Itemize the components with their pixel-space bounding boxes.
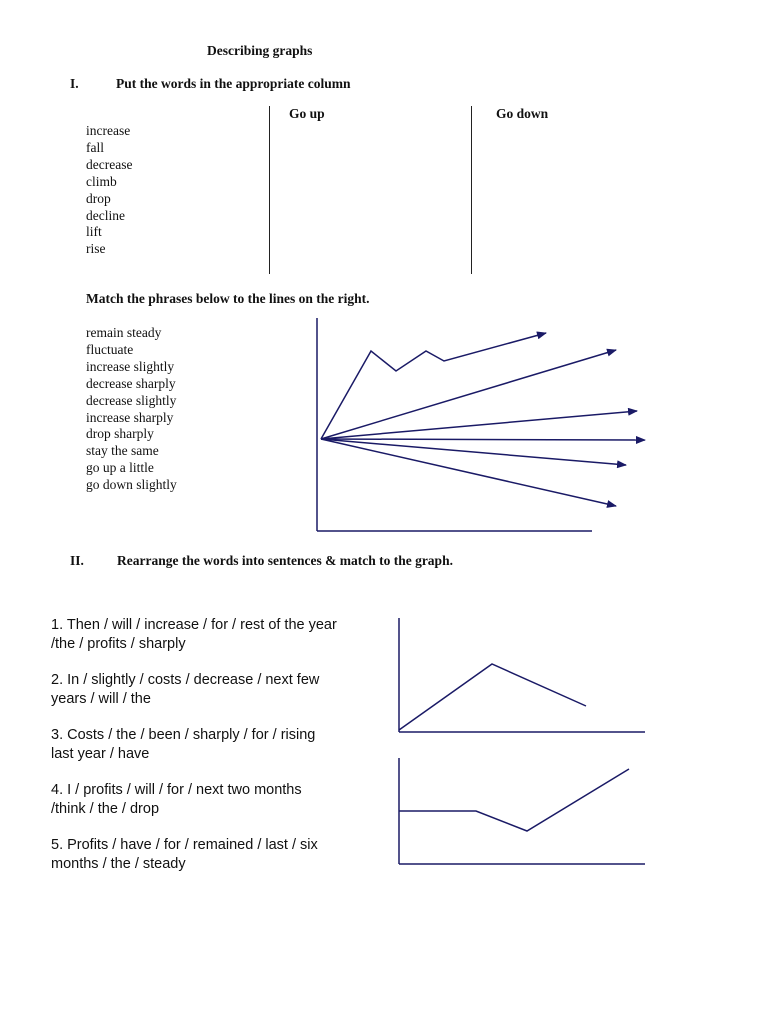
section-1-number: I. [70,76,79,91]
sentence-line: last year / have [51,746,150,762]
sentence-item [51,726,315,764]
list-item: drop [86,190,111,206]
list-item: climb [86,173,117,189]
list-item: stay the same [86,443,159,459]
sentence-line: years / will / the [51,691,151,707]
sentence-line: 4. I / profits / will / for / next two months [51,782,302,798]
list-item: drop sharply [86,426,154,442]
sentence-line: /the / profits / sharply [51,636,186,652]
sentence-item [51,836,318,874]
page-title: Describing graphs [207,43,313,58]
list-item: fluctuate [86,341,134,357]
sentence-line: 1. Then / will / increase / for / rest of the year [51,617,337,633]
sentence-line: 2. In / slightly / costs / decrease / next few [51,672,320,688]
sentence-item [51,671,319,709]
sentence-item [51,616,337,654]
graph-b [399,758,645,864]
line-decrease-sharply [321,439,616,506]
list-item: fall [86,139,104,155]
list-item: increase [86,123,131,138]
section-2-instruction: Rearrange the words into sentences & match to the graph. [117,553,453,568]
list-item: decrease [86,156,133,172]
sentence-line: 3. Costs / the / been / sharply / for / rising [51,727,316,743]
list-item: decrease sharply [86,375,176,391]
list-item: decrease slightly [86,392,177,408]
column-heading-go-up: Go up [289,106,325,121]
list-item: go down slightly [86,477,177,493]
sentence-line: 5. Profits / have / for / remained / last / six [51,837,318,853]
column-heading-go-down: Go down [496,106,549,121]
graph-a [399,618,645,732]
sentence-line: months / the / steady [51,856,186,872]
list-item: go up a little [86,460,154,476]
sentence-item [51,781,302,819]
list-item: rise [86,241,106,257]
list-item: remain steady [86,325,162,340]
line-stay-the-same [321,439,645,440]
sentence-line: /think / the / drop [51,801,160,817]
list-item: increase slightly [86,358,175,374]
match-instruction: Match the phrases below to the lines on the right. [86,291,370,306]
line-fluctuate [321,333,546,439]
lines-diagram-axes [317,318,592,531]
list-item: lift [86,224,102,240]
list-item: decline [86,207,125,223]
section-2-number: II. [70,553,84,568]
list-item: increase sharply [86,409,174,425]
line-decrease-slightly [321,439,626,465]
section-1-instruction: Put the words in the appropriate column [116,76,351,91]
